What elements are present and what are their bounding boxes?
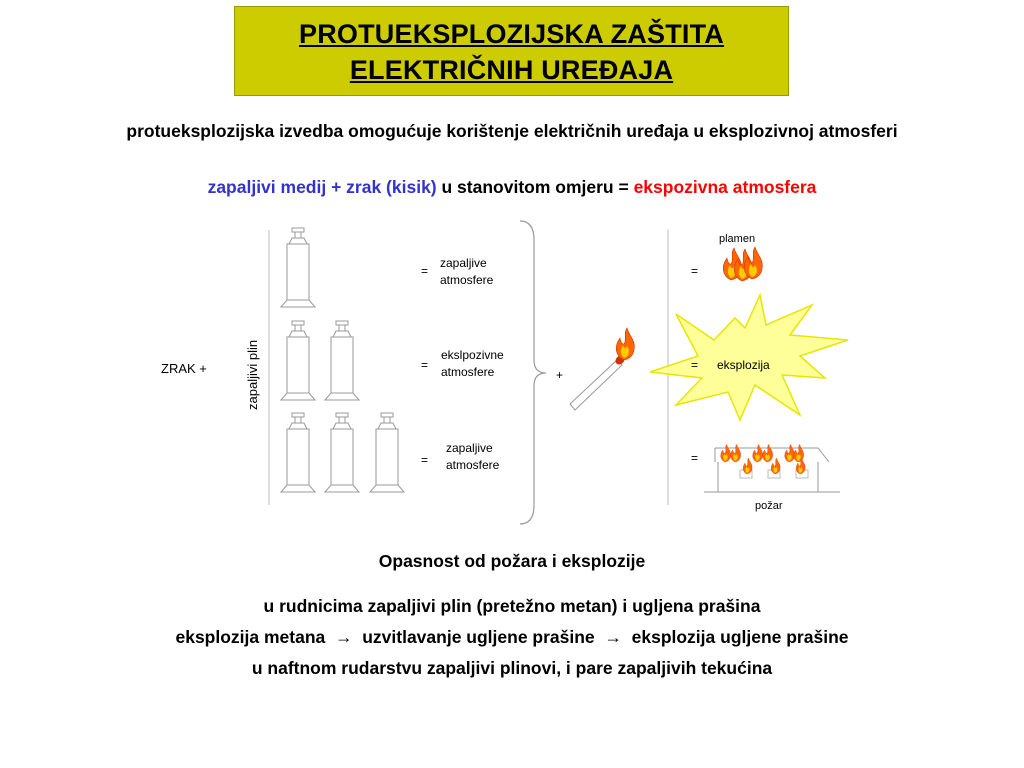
flame-icon (723, 247, 762, 281)
fire-label: požar (755, 500, 783, 512)
equation-result: ekspozivna atmosfera (633, 177, 817, 197)
equals-sign: = (691, 264, 699, 278)
row3-result-line1: zapaljive (446, 441, 493, 455)
hazard-line-3: u naftnom rudarstvu zapaljivi plinovi, i pare zapaljivih tekućina (251, 658, 773, 678)
flame-label: plamen (719, 233, 756, 245)
gas-bottle (325, 321, 359, 400)
hazard-title: Opasnost od požara i eksplozije (378, 551, 646, 571)
gas-bottle (325, 413, 359, 492)
hazard-line-1: u rudnicima zapaljivi plin (pretežno metan) i ugljena prašina (263, 596, 761, 616)
equals-sign: = (691, 358, 699, 372)
hazard-line-2 (0, 627, 1024, 648)
equation-ratio: u stanovitom omjeru = (436, 177, 634, 197)
equals-sign: = (421, 453, 429, 467)
equals-sign: = (421, 358, 429, 372)
right-arrow-icon: → (335, 627, 353, 647)
title-line-1: PROTUEKSPLOZIJSKA ZAŠTITA (298, 19, 725, 49)
row2-result-line1: ekslpozivne (441, 348, 504, 362)
right-arrow-icon: → (604, 627, 622, 647)
grouping-brace (520, 221, 546, 524)
row3-result-line2: atmosfere (446, 458, 500, 472)
gas-bottle (281, 413, 315, 492)
explosion-label: eksplozija (717, 358, 770, 372)
gas-bottle (281, 228, 315, 307)
hazard-line-2-part-a: eksplozija metana (175, 627, 335, 647)
hazard-line-2-part-c: eksplozija ugljene prašine (621, 627, 849, 647)
title-line-2: ELEKTRIČNIH UREĐAJA (349, 55, 674, 85)
gas-bottle (370, 413, 404, 492)
gas-bottle (281, 321, 315, 400)
equals-sign: = (421, 264, 429, 278)
match-icon (570, 328, 634, 410)
intro-text: protueksplozijska izvedba omogućuje korištenje električnih uređaja u eksplozivnoj atmosferi (126, 121, 898, 141)
plus-sign: + (556, 368, 564, 382)
row1-result-line1: zapaljive (440, 256, 487, 270)
row2-result-line2: atmosfere (441, 365, 495, 379)
row1-result-line2: atmosfere (440, 273, 494, 287)
air-label: ZRAK + (161, 361, 207, 376)
burning-house-icon (704, 444, 840, 492)
equals-sign: = (691, 451, 699, 465)
gas-label: zapaljivi plin (245, 339, 260, 410)
hazard-line-2-part-b: uzvitlavanje ugljene prašine (352, 627, 605, 647)
equation-medium: zapaljivi medij + zrak (kisik) (207, 177, 437, 197)
